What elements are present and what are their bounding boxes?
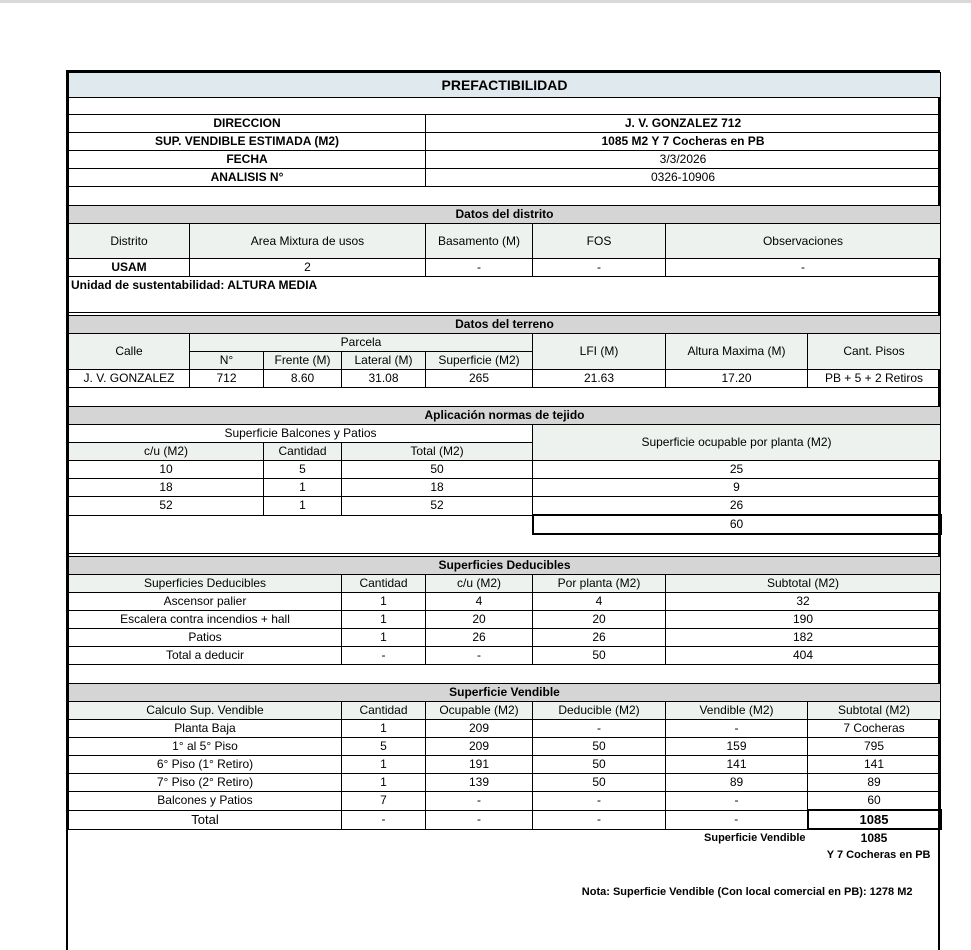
col-header: Superficie Balcones y Patios [69, 425, 533, 443]
cell: 712 [190, 370, 264, 388]
cell: USAM [69, 259, 190, 277]
cell: 52 [342, 497, 533, 516]
section-tejido: Aplicación normas de tejido [69, 407, 941, 425]
cell: 89 [808, 774, 941, 792]
distrito-note: Unidad de sustentabilidad: ALTURA MEDIA [69, 277, 941, 295]
cell: Balcones y Patios [69, 792, 342, 811]
cell: 7 Cocheras [808, 720, 941, 738]
cell: 8.60 [264, 370, 342, 388]
cell: 50 [533, 647, 666, 665]
cell: 26 [533, 497, 941, 516]
cell: 1 [342, 774, 426, 792]
cell: Total a deducir [69, 647, 342, 665]
cell: J. V. GONZALEZ [69, 370, 190, 388]
cell: 1 [342, 756, 426, 774]
cell: - [342, 810, 426, 829]
prefactibilidad-sheet [66, 70, 940, 950]
cell: 18 [342, 479, 533, 497]
col-header: Cant. Pisos [808, 334, 941, 370]
cell: 50 [342, 461, 533, 479]
col-header: Area Mixtura de usos [190, 224, 426, 259]
section-terreno: Datos del terreno [69, 316, 941, 334]
cell: 139 [426, 774, 533, 792]
cell: 190 [666, 611, 941, 629]
col-header: Total (M2) [342, 443, 533, 461]
info-value: 0326-10906 [426, 169, 941, 187]
section-distrito: Datos del distrito [69, 206, 941, 224]
total-value: 1085 [808, 810, 941, 829]
cell: 4 [426, 593, 533, 611]
col-header: Ocupable (M2) [426, 702, 533, 720]
col-header: Subtotal (M2) [666, 575, 941, 593]
cell: - [426, 647, 533, 665]
info-value: J. V. GONZALEZ 712 [426, 115, 941, 133]
col-header: c/u (M2) [426, 575, 533, 593]
col-header: Parcela [190, 334, 533, 352]
col-header: Altura Maxima (M) [666, 334, 808, 370]
col-header: Basamento (M) [426, 224, 533, 259]
cell: 50 [533, 774, 666, 792]
cell: 89 [666, 774, 808, 792]
cell: 10 [69, 461, 264, 479]
cell: 1 [342, 593, 426, 611]
cell: - [666, 792, 808, 811]
cell: 2 [190, 259, 426, 277]
col-header: Superficie ocupable por planta (M2) [533, 425, 941, 461]
cell: - [426, 259, 533, 277]
col-header: LFI (M) [533, 334, 666, 370]
cell: 1 [342, 611, 426, 629]
cell: 182 [666, 629, 941, 647]
summary-extra: Y 7 Cocheras en PB [826, 849, 931, 861]
cell: Escalera contra incendios + hall [69, 611, 342, 629]
cell: 404 [666, 647, 941, 665]
col-header: Subtotal (M2) [808, 702, 941, 720]
cell: - [533, 259, 666, 277]
section-deducibles: Superficies Deducibles [69, 557, 941, 575]
cell: 20 [426, 611, 533, 629]
cell: 31.08 [342, 370, 426, 388]
cell: 26 [533, 629, 666, 647]
col-header: Frente (M) [264, 352, 342, 370]
col-header: FOS [533, 224, 666, 259]
cell: 265 [426, 370, 533, 388]
col-header: Calculo Sup. Vendible [69, 702, 342, 720]
col-header: Distrito [69, 224, 190, 259]
cell: 50 [533, 738, 666, 756]
col-header: Cantidad [342, 575, 426, 593]
info-value: 1085 M2 Y 7 Cocheras en PB [426, 133, 941, 151]
summary-value: 1085 [860, 831, 888, 845]
cell: 17.20 [666, 370, 808, 388]
cell: - [666, 810, 808, 829]
cell: - [342, 647, 426, 665]
prefactibilidad-table [68, 72, 942, 901]
cell: 4 [533, 593, 666, 611]
cell: PB + 5 + 2 Retiros [808, 370, 941, 388]
col-header: c/u (M2) [69, 443, 264, 461]
col-header: N° [190, 352, 264, 370]
cell: 1 [342, 720, 426, 738]
col-header: Lateral (M) [342, 352, 426, 370]
cell: 191 [426, 756, 533, 774]
cell: - [426, 810, 533, 829]
cell: 141 [808, 756, 941, 774]
cell: 795 [808, 738, 941, 756]
cell: 141 [666, 756, 808, 774]
page-title: PREFACTIBILIDAD [69, 73, 941, 98]
cell: 159 [666, 738, 808, 756]
cell: 1 [264, 479, 342, 497]
cell: 6° Piso (1° Retiro) [69, 756, 342, 774]
col-header: Por planta (M2) [533, 575, 666, 593]
col-header: Observaciones [666, 224, 941, 259]
col-header: Superficies Deducibles [69, 575, 342, 593]
cell: - [666, 259, 941, 277]
cell: 25 [533, 461, 941, 479]
cell: - [666, 720, 808, 738]
cell: Ascensor palier [69, 593, 342, 611]
section-vendible: Superficie Vendible [69, 684, 941, 702]
info-label: ANALISIS N° [69, 169, 426, 187]
cell: 52 [69, 497, 264, 516]
cell: 60 [808, 792, 941, 811]
cell: 1 [264, 497, 342, 516]
col-header: Vendible (M2) [666, 702, 808, 720]
cell: 18 [69, 479, 264, 497]
cell: 7 [342, 792, 426, 811]
cell: 209 [426, 738, 533, 756]
ocupable-total: 60 [533, 515, 941, 534]
info-label: SUP. VENDIBLE ESTIMADA (M2) [69, 133, 426, 151]
cell: 209 [426, 720, 533, 738]
total-label: Total [69, 810, 342, 829]
cell: 1° al 5° Piso [69, 738, 342, 756]
summary-label: Superficie Vendible [704, 831, 806, 844]
cell: 9 [533, 479, 941, 497]
cell: 32 [666, 593, 941, 611]
cell: Planta Baja [69, 720, 342, 738]
cell: 50 [533, 756, 666, 774]
cell: 20 [533, 611, 666, 629]
cell: Patios [69, 629, 342, 647]
col-header: Deducible (M2) [533, 702, 666, 720]
nota: Nota: Superficie Vendible (Con local comercial en PB): 1278 M2 [581, 886, 913, 898]
cell: 5 [342, 738, 426, 756]
cell: - [533, 720, 666, 738]
cell: - [533, 792, 666, 811]
info-label: FECHA [69, 151, 426, 169]
cell: 21.63 [533, 370, 666, 388]
col-header: Cantidad [264, 443, 342, 461]
info-value: 3/3/2026 [426, 151, 941, 169]
top-border [0, 0, 971, 3]
cell: 7° Piso (2° Retiro) [69, 774, 342, 792]
cell: - [426, 792, 533, 811]
col-header: Superficie (M2) [426, 352, 533, 370]
cell: 1 [342, 629, 426, 647]
col-header: Calle [69, 334, 190, 370]
info-label: DIRECCION [69, 115, 426, 133]
cell: - [533, 810, 666, 829]
col-header: Cantidad [342, 702, 426, 720]
cell: 26 [426, 629, 533, 647]
cell: 5 [264, 461, 342, 479]
